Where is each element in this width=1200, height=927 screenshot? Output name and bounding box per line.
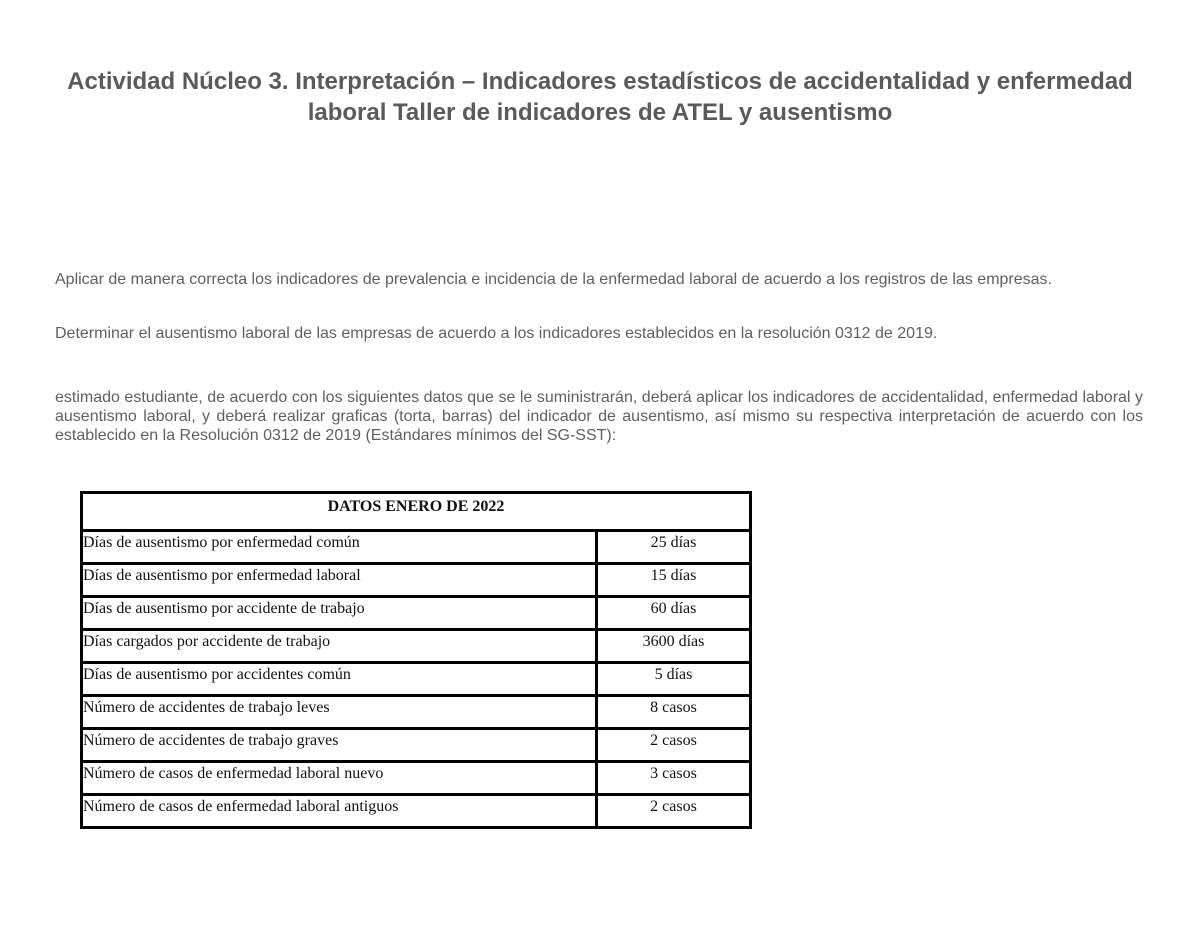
table-row xyxy=(82,597,751,630)
table-header-row xyxy=(82,493,751,531)
row-label: Días cargados por accidente de trabajo xyxy=(82,630,597,663)
row-value: 60 días xyxy=(597,597,751,630)
row-label: Número de accidentes de trabajo leves xyxy=(82,696,597,729)
row-label: Días de ausentismo por accidente de trabajo xyxy=(82,597,597,630)
data-table xyxy=(80,491,752,829)
table-row xyxy=(82,795,751,828)
row-value: 25 días xyxy=(597,531,751,564)
row-label: Número de accidentes de trabajo graves xyxy=(82,729,597,762)
table-row xyxy=(82,630,751,663)
row-value: 3 casos xyxy=(597,762,751,795)
table-row xyxy=(82,729,751,762)
row-value: 3600 días xyxy=(597,630,751,663)
objective-paragraph-1: Aplicar de manera correcta los indicadores de prevalencia e incidencia de la enfermedad laboral de acuerdo a los registros de las empresas. xyxy=(55,271,1052,288)
row-value: 15 días xyxy=(597,564,751,597)
table-row xyxy=(82,696,751,729)
table-row xyxy=(82,762,751,795)
row-label: Días de ausentismo por enfermedad común xyxy=(82,531,597,564)
table-row xyxy=(82,663,751,696)
row-label: Número de casos de enfermedad laboral nuevo xyxy=(82,762,597,795)
row-label: Días de ausentismo por accidentes común xyxy=(82,663,597,696)
row-value: 2 casos xyxy=(597,729,751,762)
row-value: 8 casos xyxy=(597,696,751,729)
row-label: Número de casos de enfermedad laboral antiguos xyxy=(82,795,597,828)
row-value: 2 casos xyxy=(597,795,751,828)
table-row xyxy=(82,531,751,564)
row-value: 5 días xyxy=(597,663,751,696)
table-header: DATOS ENERO DE 2022 xyxy=(82,493,751,531)
table-row xyxy=(82,564,751,597)
instructions-paragraph: estimado estudiante, de acuerdo con los siguientes datos que se le suministrarán, deberá aplicar los indicadores de accidentalidad, enfermedad laboral y ausentismo laboral, y deberá realizar graficas (torta, barras) del indicador de ausentismo, así mismo su respectiva interpretación de acuerdo con los establecido en la Resolución 0312 de 2019 (Estándares mínimos del SG-SST): xyxy=(55,389,1143,444)
page-title: Actividad Núcleo 3. Interpretación – Indicadores estadísticos de accidentalidad y enfermedad laboral Taller de indicadores de ATEL y ausentismo xyxy=(67,68,1133,126)
row-label: Días de ausentismo por enfermedad laboral xyxy=(82,564,597,597)
objective-paragraph-2: Determinar el ausentismo laboral de las empresas de acuerdo a los indicadores establecidos en la resolución 0312 de 2019. xyxy=(55,325,938,342)
